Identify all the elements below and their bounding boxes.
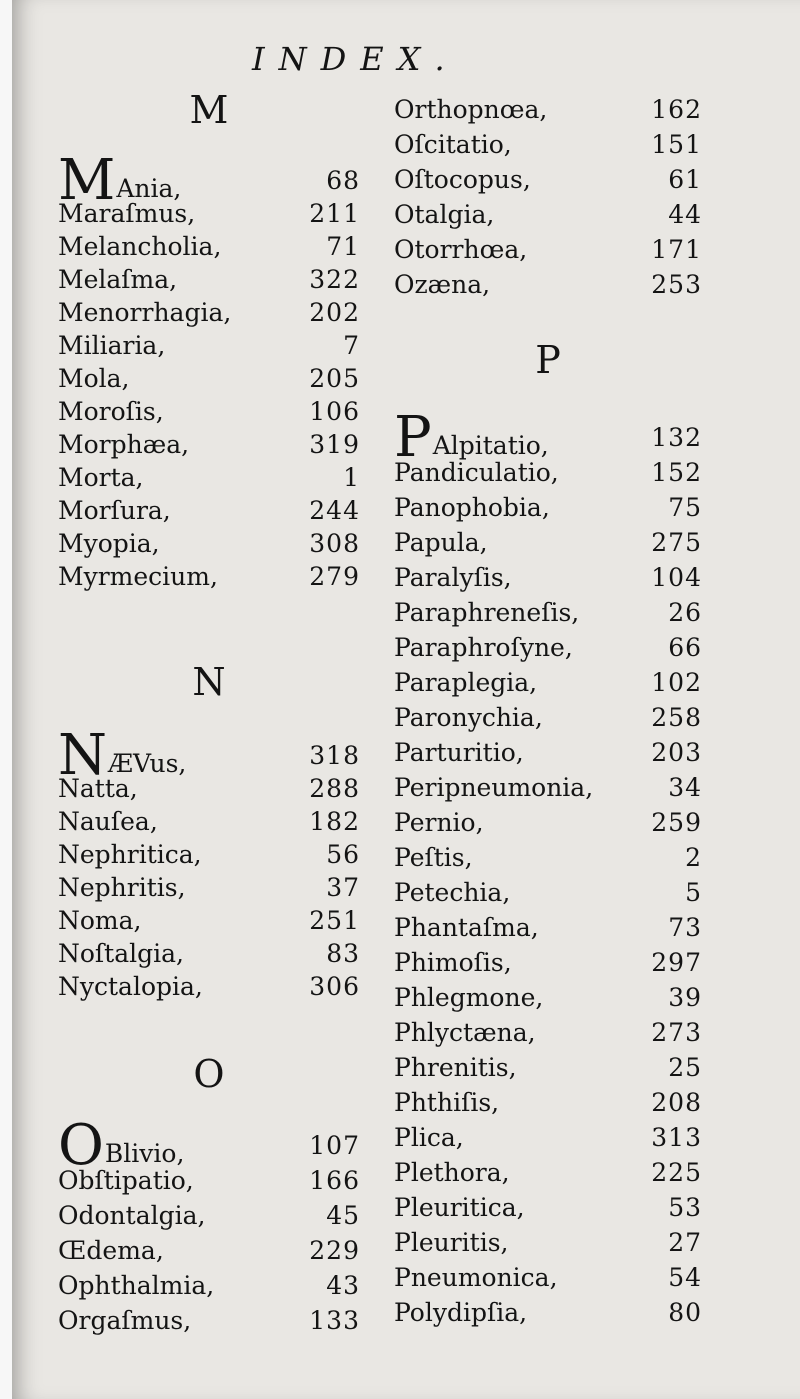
entry-page: 208 bbox=[651, 1088, 702, 1117]
entry-page: 171 bbox=[651, 235, 702, 264]
entry-term: Ophthalmia, bbox=[58, 1271, 215, 1300]
entry-term: Morphæa, bbox=[58, 430, 190, 459]
entry-term: Plethora, bbox=[394, 1158, 510, 1187]
index-entry bbox=[394, 1052, 702, 1084]
entry-page: 244 bbox=[309, 496, 360, 525]
entry-term: Alpitatio, bbox=[432, 431, 549, 460]
entry-term: Paraplegia, bbox=[394, 668, 538, 697]
section-letter-p: P bbox=[535, 338, 561, 382]
entry-page: 162 bbox=[651, 95, 702, 124]
entry-term: Pernio, bbox=[394, 808, 484, 837]
entry-term: Phthiſis, bbox=[394, 1088, 500, 1117]
entry-term: Menorrhagia, bbox=[58, 298, 232, 327]
entry-term: Obſtipatio, bbox=[58, 1166, 194, 1195]
drop-cap: P bbox=[394, 405, 432, 470]
entry-page: 7 bbox=[343, 331, 360, 360]
index-entry bbox=[58, 528, 360, 560]
entry-term: Miliaria, bbox=[58, 331, 166, 360]
index-entry bbox=[394, 597, 702, 629]
entry-term: Melancholia, bbox=[58, 232, 222, 261]
entry-page: 75 bbox=[668, 493, 702, 522]
entry-term: Blivio, bbox=[104, 1139, 185, 1168]
entry-page: 71 bbox=[326, 232, 360, 261]
book-page bbox=[12, 0, 800, 1399]
entry-page: 279 bbox=[309, 562, 360, 591]
entry-page: 319 bbox=[309, 430, 360, 459]
index-entry bbox=[58, 839, 360, 871]
index-entry bbox=[58, 148, 360, 213]
entry-page: 152 bbox=[651, 458, 702, 487]
index-entry bbox=[394, 1262, 702, 1294]
entry-page: 56 bbox=[326, 840, 360, 869]
entry-term: Melaſma, bbox=[58, 265, 178, 294]
entry-page: 229 bbox=[309, 1236, 360, 1265]
index-entry bbox=[394, 164, 702, 196]
index-entry bbox=[394, 562, 702, 594]
entry-page: 308 bbox=[309, 529, 360, 558]
index-entry bbox=[58, 495, 360, 527]
entry-page: 54 bbox=[668, 1263, 702, 1292]
entry-term: Panophobia, bbox=[394, 493, 550, 522]
index-entry bbox=[394, 632, 702, 664]
entry-term: Pleuritica, bbox=[394, 1193, 525, 1222]
index-entry bbox=[58, 330, 360, 362]
entry-page: 133 bbox=[309, 1306, 360, 1335]
entry-page: 288 bbox=[309, 774, 360, 803]
entry-term: Phlyctæna, bbox=[394, 1018, 536, 1047]
entry-term: Nephritica, bbox=[58, 840, 202, 869]
index-entry bbox=[394, 1227, 702, 1259]
index-entry bbox=[394, 129, 702, 161]
index-entry bbox=[58, 198, 360, 230]
entry-term: Orthopnœa, bbox=[394, 95, 548, 124]
entry-term: Pandiculatio, bbox=[394, 458, 559, 487]
entry-page: 273 bbox=[651, 1018, 702, 1047]
entry-page: 104 bbox=[651, 563, 702, 592]
entry-term: Oſcitatio, bbox=[394, 130, 512, 159]
section-letter-o: O bbox=[193, 1052, 225, 1096]
entry-page: 253 bbox=[651, 270, 702, 299]
entry-page: 182 bbox=[309, 807, 360, 836]
entry-term: Œdema, bbox=[58, 1236, 164, 1265]
index-entry bbox=[394, 269, 702, 301]
index-entry bbox=[394, 842, 702, 874]
entry-term: Ozæna, bbox=[394, 270, 491, 299]
entry-term: Paralyſis, bbox=[394, 563, 512, 592]
entry-term: Noma, bbox=[58, 906, 142, 935]
index-entry bbox=[394, 702, 702, 734]
entry-page: 34 bbox=[668, 773, 702, 802]
index-entry bbox=[58, 1165, 360, 1197]
index-entry bbox=[58, 905, 360, 937]
entry-term: Paronychia, bbox=[394, 703, 543, 732]
entry-term: Phrenitis, bbox=[394, 1053, 517, 1082]
entry-term: Oſtocopus, bbox=[394, 165, 531, 194]
index-entry bbox=[58, 462, 360, 494]
index-entry bbox=[394, 1017, 702, 1049]
entry-page: 44 bbox=[668, 200, 702, 229]
index-entry bbox=[394, 807, 702, 839]
index-entry bbox=[58, 297, 360, 329]
entry-page: 313 bbox=[651, 1123, 702, 1152]
entry-term: Nyctalopia, bbox=[58, 972, 203, 1001]
index-entry bbox=[58, 723, 360, 788]
index-entry bbox=[394, 457, 702, 489]
index-entry bbox=[394, 912, 702, 944]
entry-term: Papula, bbox=[394, 528, 488, 557]
entry-page: 61 bbox=[668, 165, 702, 194]
entry-term: Plica, bbox=[394, 1123, 464, 1152]
drop-cap: M bbox=[58, 148, 116, 213]
entry-page: 37 bbox=[326, 873, 360, 902]
entry-page: 132 bbox=[651, 423, 702, 452]
index-entry bbox=[58, 231, 360, 263]
entry-page: 275 bbox=[651, 528, 702, 557]
entry-page: 39 bbox=[668, 983, 702, 1012]
index-entry bbox=[58, 264, 360, 296]
index-entry bbox=[394, 1297, 702, 1329]
index-entry bbox=[58, 806, 360, 838]
entry-page: 306 bbox=[309, 972, 360, 1001]
entry-term: Peripneumonia, bbox=[394, 773, 594, 802]
index-entry bbox=[58, 561, 360, 593]
entry-page: 53 bbox=[668, 1193, 702, 1222]
entry-page: 26 bbox=[668, 598, 702, 627]
index-entry bbox=[58, 938, 360, 970]
entry-term: Pneumonica, bbox=[394, 1263, 558, 1292]
drop-cap: O bbox=[58, 1113, 104, 1178]
entry-term: Paraphreneſis, bbox=[394, 598, 580, 627]
entry-page: 80 bbox=[668, 1298, 702, 1327]
entry-page: 107 bbox=[309, 1131, 360, 1160]
entry-page: 66 bbox=[668, 633, 702, 662]
entry-page: 68 bbox=[326, 166, 360, 195]
entry-term: Pleuritis, bbox=[394, 1228, 509, 1257]
entry-page: 258 bbox=[651, 703, 702, 732]
page-header: INDEX. bbox=[252, 40, 459, 78]
entry-page: 166 bbox=[309, 1166, 360, 1195]
index-entry bbox=[58, 1235, 360, 1267]
entry-term: Natta, bbox=[58, 774, 138, 803]
index-entry bbox=[394, 947, 702, 979]
entry-page: 106 bbox=[309, 397, 360, 426]
entry-page: 297 bbox=[651, 948, 702, 977]
index-entry bbox=[394, 199, 702, 231]
entry-term: Maraſmus, bbox=[58, 199, 196, 228]
entry-term: Nephritis, bbox=[58, 873, 186, 902]
index-entry bbox=[394, 1087, 702, 1119]
entry-page: 45 bbox=[326, 1201, 360, 1230]
entry-term: Phantaſma, bbox=[394, 913, 539, 942]
entry-term: Myopia, bbox=[58, 529, 160, 558]
index-entry bbox=[58, 429, 360, 461]
entry-page: 203 bbox=[651, 738, 702, 767]
index-entry bbox=[58, 1270, 360, 1302]
entry-term: Odontalgia, bbox=[58, 1201, 206, 1230]
index-entry bbox=[394, 527, 702, 559]
index-entry bbox=[394, 405, 702, 470]
entry-page: 259 bbox=[651, 808, 702, 837]
entry-page: 43 bbox=[326, 1271, 360, 1300]
index-entry bbox=[58, 773, 360, 805]
entry-term: Orgaſmus, bbox=[58, 1306, 192, 1335]
entry-term: Parturitio, bbox=[394, 738, 524, 767]
index-entry bbox=[58, 396, 360, 428]
index-entry bbox=[58, 971, 360, 1003]
entry-term: Otalgia, bbox=[394, 200, 495, 229]
drop-cap: N bbox=[58, 723, 107, 788]
entry-page: 1 bbox=[343, 463, 360, 492]
index-entry bbox=[394, 667, 702, 699]
section-letter-n: N bbox=[192, 660, 226, 704]
index-entry bbox=[394, 492, 702, 524]
section-letter-m: M bbox=[189, 88, 229, 132]
index-entry bbox=[58, 363, 360, 395]
entry-page: 27 bbox=[668, 1228, 702, 1257]
entry-term: Moroſis, bbox=[58, 397, 164, 426]
index-entry bbox=[394, 234, 702, 266]
entry-term: Nauſea, bbox=[58, 807, 158, 836]
index-entry bbox=[394, 1157, 702, 1189]
entry-page: 211 bbox=[309, 199, 360, 228]
index-entry bbox=[394, 982, 702, 1014]
entry-term: Phimoſis, bbox=[394, 948, 512, 977]
entry-page: 318 bbox=[309, 741, 360, 770]
entry-page: 102 bbox=[651, 668, 702, 697]
index-entry bbox=[394, 1122, 702, 1154]
entry-page: 2 bbox=[685, 843, 702, 872]
index-entry bbox=[58, 1113, 360, 1178]
entry-term: Phlegmone, bbox=[394, 983, 544, 1012]
index-entry bbox=[394, 1192, 702, 1224]
entry-page: 25 bbox=[668, 1053, 702, 1082]
entry-page: 205 bbox=[309, 364, 360, 393]
index-entry bbox=[394, 772, 702, 804]
entry-page: 225 bbox=[651, 1158, 702, 1187]
entry-page: 5 bbox=[685, 878, 702, 907]
entry-term: Mola, bbox=[58, 364, 130, 393]
entry-page: 151 bbox=[651, 130, 702, 159]
entry-page: 251 bbox=[309, 906, 360, 935]
index-entry bbox=[394, 737, 702, 769]
index-entry bbox=[58, 1305, 360, 1337]
entry-term: Petechia, bbox=[394, 878, 511, 907]
entry-term: Otorrhœa, bbox=[394, 235, 528, 264]
entry-term: Paraphroſyne, bbox=[394, 633, 573, 662]
page-edge bbox=[0, 0, 12, 1399]
entry-page: 83 bbox=[326, 939, 360, 968]
entry-page: 322 bbox=[309, 265, 360, 294]
index-entry bbox=[394, 94, 702, 126]
entry-term: Myrmecium, bbox=[58, 562, 218, 591]
index-entry bbox=[58, 872, 360, 904]
entry-term: Peſtis, bbox=[394, 843, 473, 872]
entry-page: 73 bbox=[668, 913, 702, 942]
index-entry bbox=[394, 877, 702, 909]
entry-term: Noſtalgia, bbox=[58, 939, 184, 968]
entry-term: Morſura, bbox=[58, 496, 171, 525]
entry-term: Ania, bbox=[116, 174, 182, 203]
entry-term: Morta, bbox=[58, 463, 144, 492]
entry-page: 202 bbox=[309, 298, 360, 327]
entry-term: ÆVus, bbox=[108, 749, 187, 778]
index-entry bbox=[58, 1200, 360, 1232]
entry-term: Polydipſia, bbox=[394, 1298, 528, 1327]
